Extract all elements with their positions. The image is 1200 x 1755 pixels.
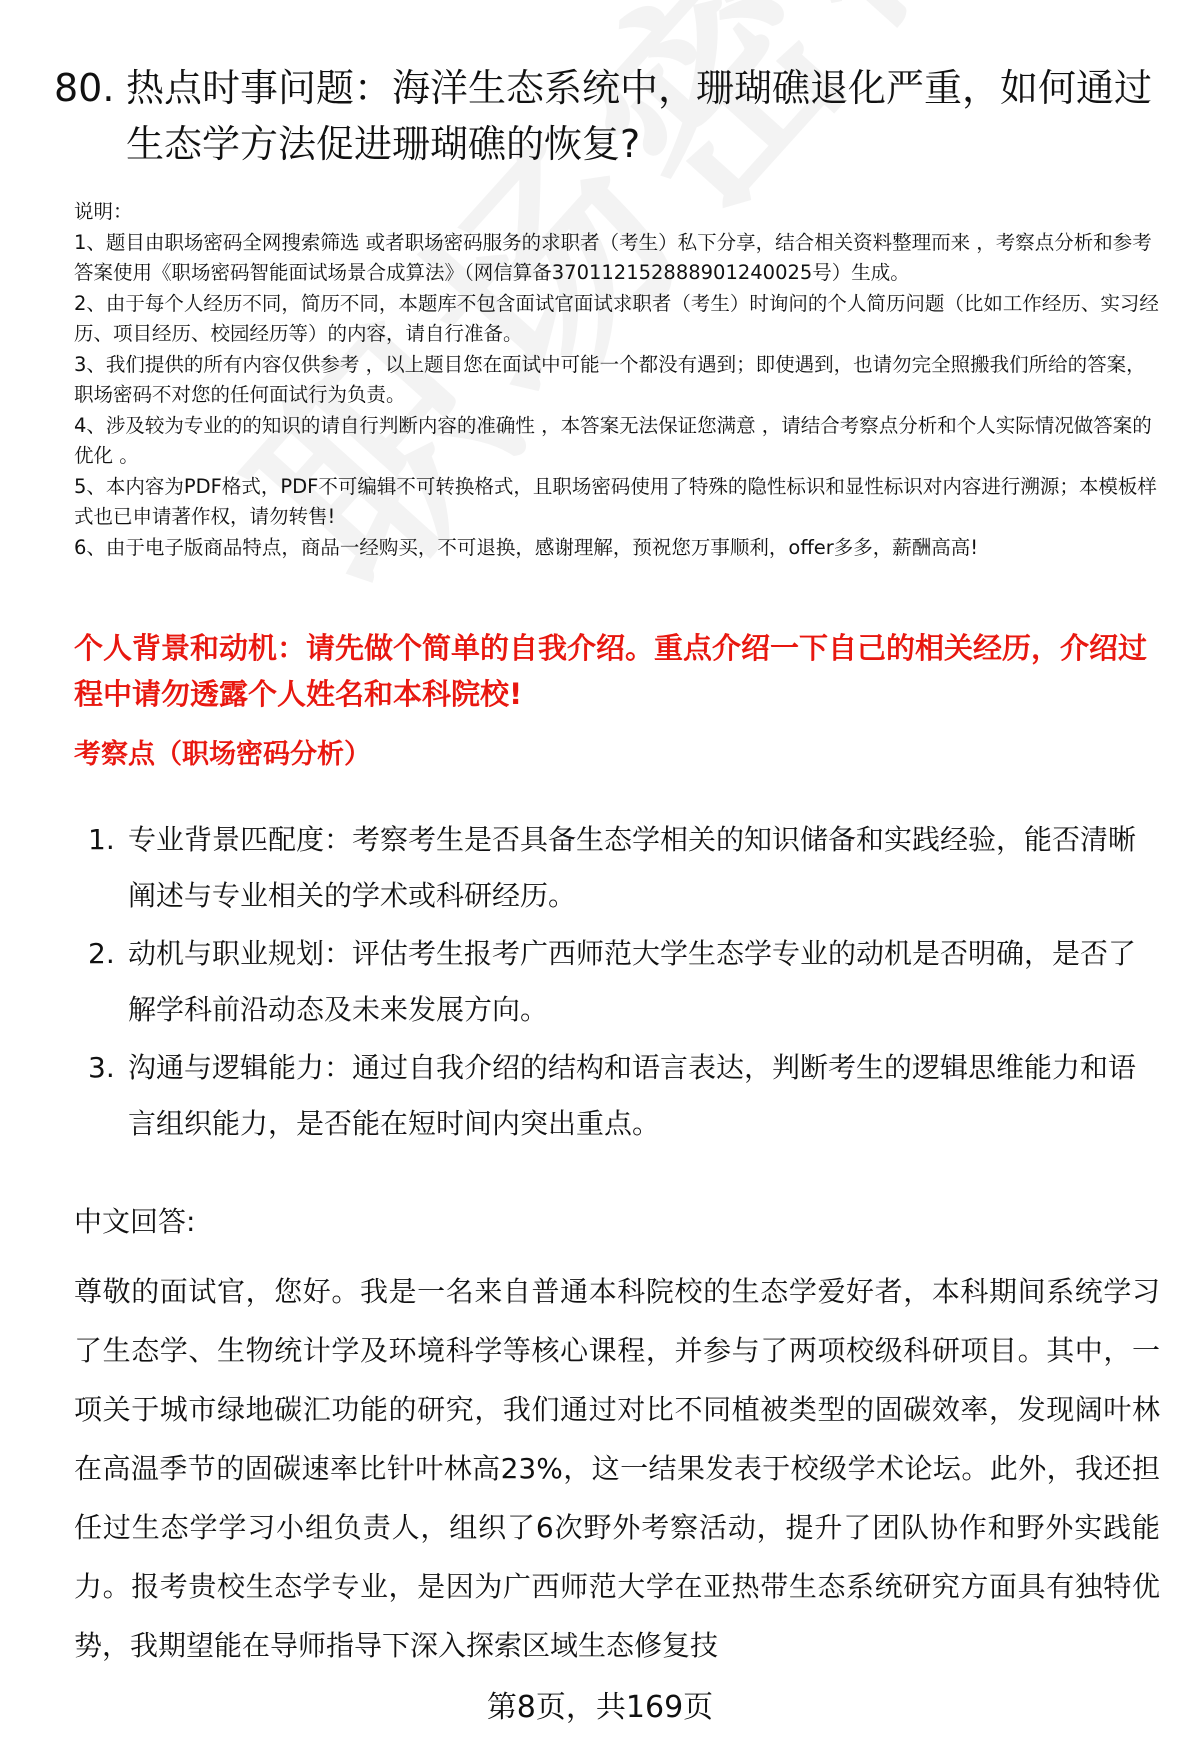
question-title xyxy=(54,60,1154,172)
notes-block xyxy=(74,197,1160,563)
list-item-text: 沟通与逻辑能力：通过自我介绍的结构和语言表达，判断考生的逻辑思维能力和语言组织能力，是否能在短时间内突出重点。 xyxy=(128,1051,1137,1140)
note-item: 2、由于每个人经历不同，简历不同，本题库不包含面试官面试求职者（考生）时询问的个人简历问题（比如工作经历、实习经历、项目经历、校园经历等）的内容，请自行准备。 xyxy=(74,291,1159,345)
list-item xyxy=(74,812,1160,924)
list-item-text: 动机与职业规划：评估考生报考广西师范大学生态学专业的动机是否明确，是否了解学科前沿动态及未来发展方向。 xyxy=(128,937,1137,1026)
analysis-heading: 考察点（职场密码分析） xyxy=(74,739,371,770)
note-item: 4、涉及较为专业的的知识的请自行判断内容的准确性 ，本答案无法保证您满意 ，请结合考察点分析和个人实际情况做答案的优化 。 xyxy=(74,413,1152,467)
list-item-text: 专业背景匹配度：考察考生是否具备生态学相关的知识储备和实践经验，能否清晰阐述与专业相关的学术或科研经历。 xyxy=(128,823,1137,912)
section-prompt: 个人背景和动机：请先做个简单的自我介绍。重点介绍一下自己的相关经历，介绍过程中请勿透露个人姓名和本科院校! xyxy=(74,631,1148,711)
list-item xyxy=(74,1040,1160,1152)
list-item-number: 2. xyxy=(88,937,115,970)
list-item-number: 3. xyxy=(88,1051,115,1084)
answer-body: 尊敬的面试官，您好。我是一名来自普通本科院校的生态学爱好者，本科期间系统学习了生态学、生物统计学及环境科学等核心课程，并参与了两项校级科研项目。其中，一项关于城市绿地碳汇功能的研究，我们通过对比不同植被类型的固碳效率，发现阔叶林在高温季节的固碳速率比针叶林高23%，这一结果发表于校级学术论坛。此外，我还担任过生态学学习小组负责人，组织了6次野外考察活动，提升了团队协作和野外实践能力。报考贵校生态学专业，是因为广西师范大学在亚热带生态系统研究方面具有独特优势，我期望能在导师指导下深入探索区域生态修复技 xyxy=(74,1275,1160,1662)
page-footer: 第8页，共169页 xyxy=(486,1690,714,1725)
analysis-points xyxy=(74,812,1160,1154)
list-item xyxy=(74,926,1160,1038)
note-item: 6、由于电子版商品特点，商品一经购买，不可退换，感谢理解，预祝您万事顺利，offer多多，薪酬高高! xyxy=(74,535,979,559)
note-item: 1、题目由职场密码全网搜索筛选 或者职场密码服务的求职者（考生）私下分享，结合相关资料整理而来 ，考察点分析和参考答案使用《职场密码智能面试场景合成算法》（网信算备370112152888901240025号）生成。 xyxy=(74,230,1152,284)
note-item: 3、我们提供的所有内容仅供参考 ，以上题目您在面试中可能一个都没有遇到；即使遇到，也请勿完全照搬我们所给的答案，职场密码不对您的任何面试行为负责。 xyxy=(74,352,1146,406)
list-item-number: 1. xyxy=(88,823,115,856)
answer-label: 中文回答: xyxy=(74,1205,196,1238)
notes-heading: 说明： xyxy=(74,200,133,223)
note-item: 5、本内容为PDF格式，PDF不可编辑不可转换格式，且职场密码使用了特殊的隐性标识和显性标识对内容进行溯源；本模板样式也已申请著作权，请勿转售! xyxy=(74,474,1157,528)
question-text: 热点时事问题：海洋生态系统中，珊瑚礁退化严重，如何通过生态学方法促进珊瑚礁的恢复? xyxy=(126,66,1153,166)
question-number: 80. xyxy=(54,66,115,110)
